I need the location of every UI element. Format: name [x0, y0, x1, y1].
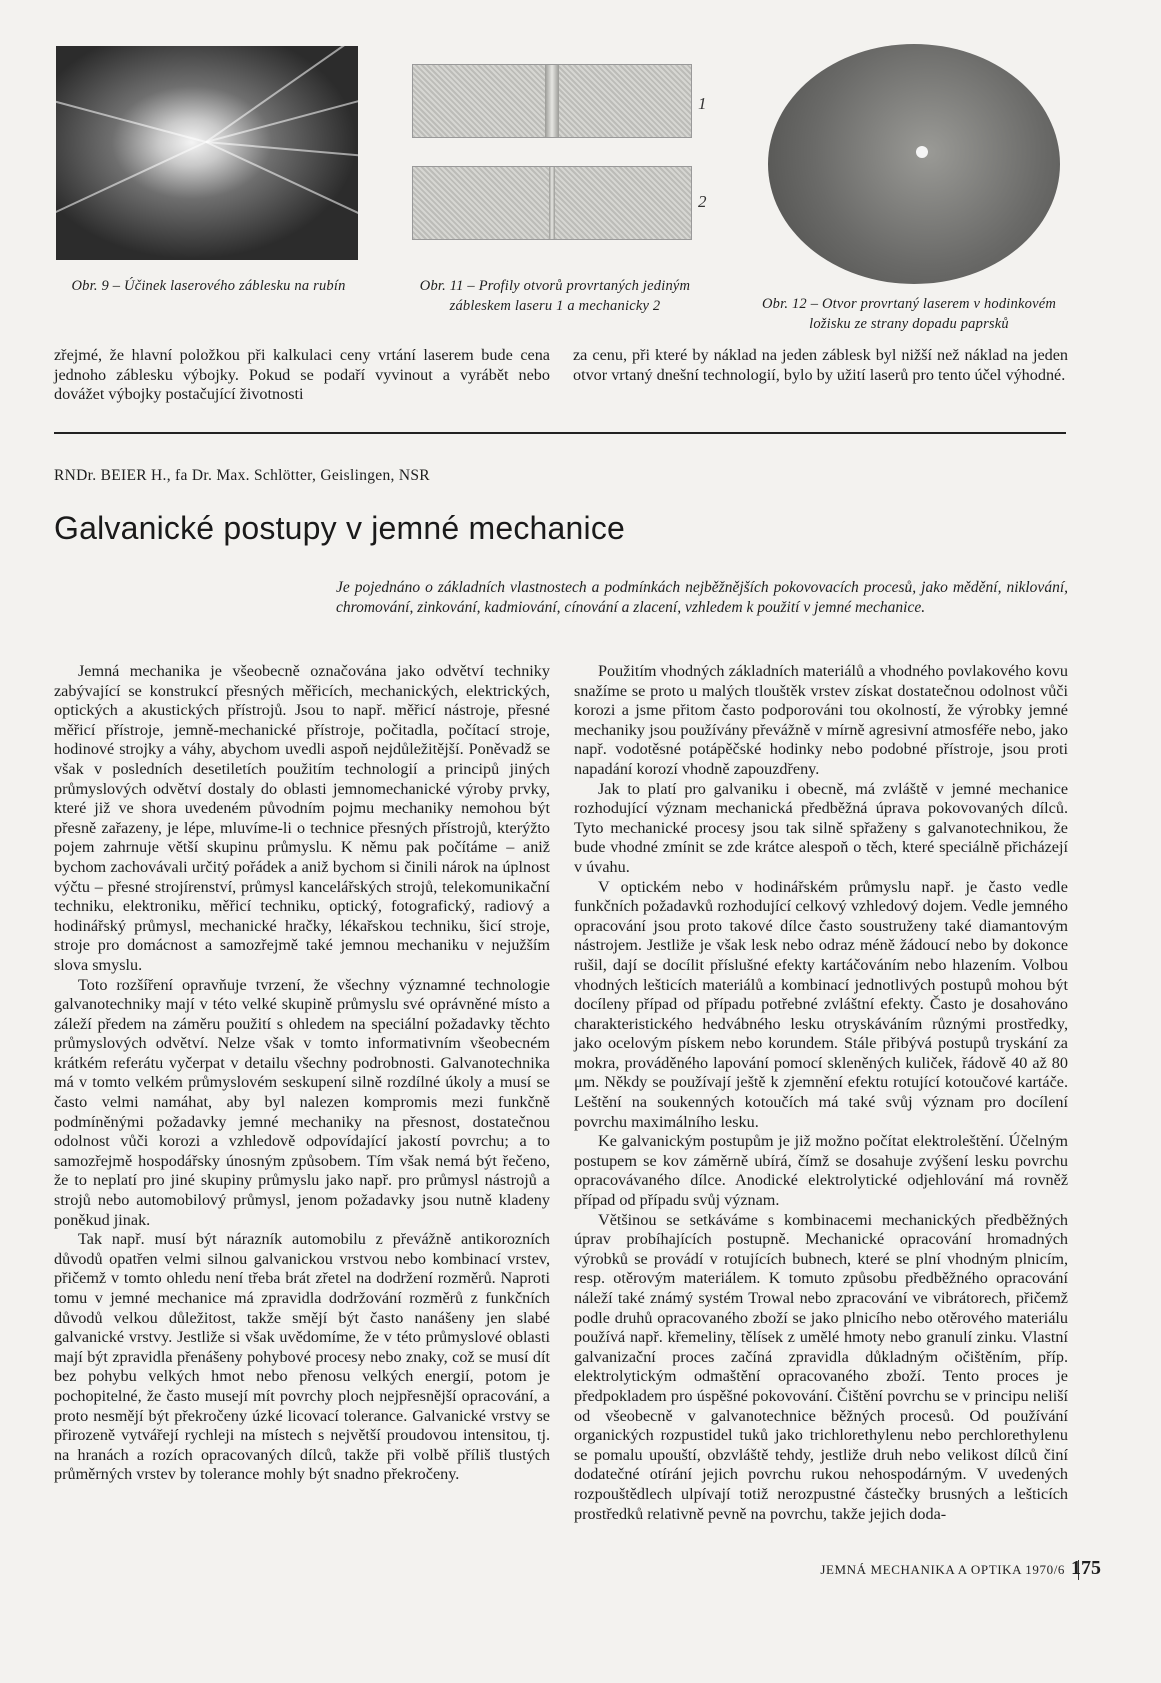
article-paragraph: Většinou se setkáváme s kombinacemi mechanických předběžných úprav probíhajících postupně. Mechanické opracování hromadných výrobků se provádí v rotujících bubnech, které se plní vhodným plnicím, resp. otěrovým materiálem. K tomuto způsobu předběžného opracování náleží také známý systém Trowal nebo zpracování ve vibrátorech, přičemž podle druhů opracovaného zboží se jako plnicího nebo otěrového materiálu používá např. křemeliny, tělísek z umělé hmoty nebo granulí zinku. Vlastní galvanizační proces začíná zpravidla důkladným očištěním, příp. elektrolytickým odmaštění opracovaného zboží. Tento proces je předpokladem pro úspěšné pokovování. Čištění povrchu se v principu neliší od všeobecně v galvanotechnice běžných procesů. Od používání organických rozpustidel tuků jako trichlorethylenu nebo perchlorethylenu se pomalu upouští, obzvláště tehdy, jestliže druh nebo velikost dílců činí dodatečné otírání jejich povrchu rukou nehospodárným. V uvedených rozpouštědlech ulpívají totiž nerozpustné částečky brusných a lešticích prostředků relativně pevně na povrchu, takže jejich doda- — [574, 1210, 1068, 1523]
article-paragraph: Jemná mechanika je všeobecně označována jako odvětví techniky zabývající se konstrukcí přesných měřicích, mechanických, elektrických, optických a akustických přístrojů. Jsou to např. měřicí nástroje, přesné měřicí přístroje, jemně-mechanické přístroje, počitadla, počítací stroje, hodinové strojky a váhy, abychom uvedli aspoň nejdůležitější. Poněvadž se však v posledních desetiletích použitím technologií a principů jiných průmyslových odvětví dostaly do oblasti jemnomechanické výroby prvky, které již ve shora uvedeném původním pojmu mechaniky nemohou být přesně zařazeny, je lépe, mluvíme-li o technice přesných přístrojů, kterýžto pojem zahrnuje větší skupinu průmyslu. K němu pak počítáme – aniž bychom zachovávali určitý pořádek a aniž bychom si činili nárok na úplnost výčtu – přesné strojírenství, průmysl kancelářských strojů, telekomunikační techniku, elektroniku, měřicí techniku, optický, fotografický, radiový a hodinářský průmysl, mechanické hračky, lékařskou techniku, šicí stroje, stroje pro domácnost a samozřejmě také jemnou mechaniku v nejužším slova smyslu. — [54, 662, 550, 974]
figure-9-laser-flash-photo — [56, 46, 358, 260]
figure-12-caption: Obr. 12 – Otvor provrtaný laserem v hodinkovém ložisku ze strany dopadu paprsků — [761, 296, 1057, 332]
article-paragraph: Jak to platí pro galvaniku i obecně, má zvláště v jemné mechanice rozhodující význam mechanická předběžná úprava pokovovaných dílců. Tyto mechanické procesy jsou tak silně spřaženy s galvanotechnikou, že bude vhodné zmínit se zde krátce alespoň o těch, které speciálně přicházejí v úvahu. — [574, 779, 1068, 876]
previous-article-col1 — [54, 346, 550, 405]
article-paragraph: Toto rozšíření opravňuje tvrzení, že všechny významné technologie galvanotechniky mají v této velké skupině průmyslu své oprávněné místo a záleží předem na záměru použití s ohledem na speciální požadavky těchto průmyslových odvětví. Nelze však v tomto informativním všeobecném krátkém referátu vyčerpat v detailu všechny podrobnosti. Galvanotechnika má v tomto velkém průmyslovém seskupení silně rozdílné úkoly a musí se často velmi namáhat, aby byl nalezen kompromis mezi funkčně podmíněnými požadavky jemné mechaniky na přesnost, dostatečnou odolnost vůči korozi a vzhledově odpovídající jakostí povrchu; a to samozřejmě hospodářsky únosným způsobem. Tím však nemá být řečeno, že to neplatí pro jiné skupiny průmyslu jako např. pro průmysl nástrojů a strojů nebo automobilový průmysl, jenom požadavky jsou nutně kladeny poněkud jinak. — [54, 975, 550, 1229]
article-paragraph: V optickém nebo v hodinářském průmyslu např. je často vedle funkčních požadavků rozhodující celkový vzhledový dojem. Vedle jemného opracování jsou proto takové dílce často soustruženy také diamantovým nástrojem. Jestliže je však lesk nebo odraz méně žádoucí nebo by dokonce rušil, dají se docílit příslušné efekty kartáčováním nebo hlazením. Volbou vhodných lešticích materiálů a kombinací jednotlivých postupů mohou být docíleny případ od případu potřebné zvláštní efekty. Často je dosahováno charakteristického hedvábného lesku otryskáváním různými prostředky, jako ocelovým pískem nebo korundem. Stále přibývá postupů tryskání za mokra, prováděného lapování pomocí skleněných kuliček, řádově 40 až 80 μm. Někdy se používají ještě k zjemnění efektu rotující kotoučové kartáče. Leštění na soukenných kotoučích má také svůj význam pro docílení povrchu maximálního lesku. — [574, 877, 1068, 1131]
laser-hole-dot — [916, 146, 928, 158]
previous-article-paragraph: za cenu, při které by náklad na jeden záblesk byl nižší než náklad na jeden otvor vrtaný dnešní technologií, bylo by užití laserů pro tento účel výhodné. — [573, 346, 1068, 384]
previous-article-col2 — [573, 346, 1068, 385]
figure-9-caption: Obr. 9 – Účinek laserového záblesku na rubín — [71, 278, 346, 294]
section-divider — [54, 432, 1066, 434]
figure-11-hole-profiles — [412, 62, 707, 252]
figure-12-jewel-bearing-photo — [768, 44, 1060, 284]
figure-11-caption: Obr. 11 – Profily otvorů provrtaných jediným zábleskem laseru 1 a mechanicky 2 — [419, 278, 691, 314]
article-paragraph: Tak např. musí být nárazník automobilu z převážně antikorozních důvodů opatřen velmi silnou galvanickou vrstvou nebo kombinací vrstev, přičemž v tomto ohledu není třeba brát zřetel na dodržení rozměrů. Naproti tomu v jemné mechanice má zpravidla dodržování rozměrů z funkčních důvodů velkou důležitost, takže smějí být často nanášeny jen slabé galvanické vrstvy. Jestliže si však uvědomíme, že v této průmyslové oblasti mají být zpravidla přenášeny pohybové procesy nebo znaky, což se musí dít bez pohybu velkých hmot nebo přenosu velkých energií, potom je pochopitelné, že často musejí mít povrchy ploch nejpřesnější opracování, a proto nesmějí být překročeny úzké licovací tolerance. Galvanické vrstvy se přirozeně vytvářejí rychleji na místech s největší proudovou intensitou, tj. na hranách a rozích opracovaných dílců, takže při volbě příliš tlustých průměrných vrstev by tolerance mohly být snadno překročeny. — [54, 1230, 550, 1484]
profile-label-1: 1 — [698, 94, 707, 113]
article-paragraph: Použitím vhodných základních materiálů a vhodného povlakového kovu snažíme se proto u malých tlouštěk vrstev získat dostatečnou odolnost vůči korozi a jsme přitom často podporováni tou okolností, že výrobky jemné mechaniky jsou používány převážně v mírně agresivní atmosféře nebo, jako např. vodotěsné potápěčské hodinky nebo podobné přístroje, jsou proti napadání korozí vhodně zapouzdřeny. — [574, 662, 1068, 778]
article-column-left — [54, 662, 550, 1485]
journal-footer: JEMNÁ MECHANIKA A OPTIKA 1970/6 — [820, 1562, 1065, 1577]
article-paragraph: Ke galvanickým postupům je již možno počítat elektroleštění. Účelným postupem se kov záměrně ubírá, čímž se dosahuje zvýšení lesku povrchu opracovávaného dílce. Anodické elektrolytické odjehlování má rovněž případ od případu svůj význam. — [574, 1132, 1068, 1210]
article-author: RNDr. BEIER H., fa Dr. Max. Schlötter, Geislingen, NSR — [54, 467, 430, 484]
profile-label-2: 2 — [698, 192, 707, 211]
previous-article-paragraph: zřejmé, že hlavní položkou při kalkulaci ceny vrtání laserem bude cena jednoho záblesku výbojky. Pokud se podaří vyvinout a vyrábět nebo dovážet výbojky postačující životnosti — [54, 346, 550, 404]
page-number: 175 — [1071, 1557, 1101, 1579]
article-column-right — [574, 662, 1068, 1524]
article-title: Galvanické postupy v jemné mechanice — [54, 510, 626, 546]
article-abstract: Je pojednáno o základních vlastnostech a podmínkách nejběžnějších pokovovacích procesů, jako mědění, niklování, chromování, zinkování, kadmiování, cínování a zlacení, vzhledem k použití v jemné mechanice. — [336, 579, 1068, 616]
